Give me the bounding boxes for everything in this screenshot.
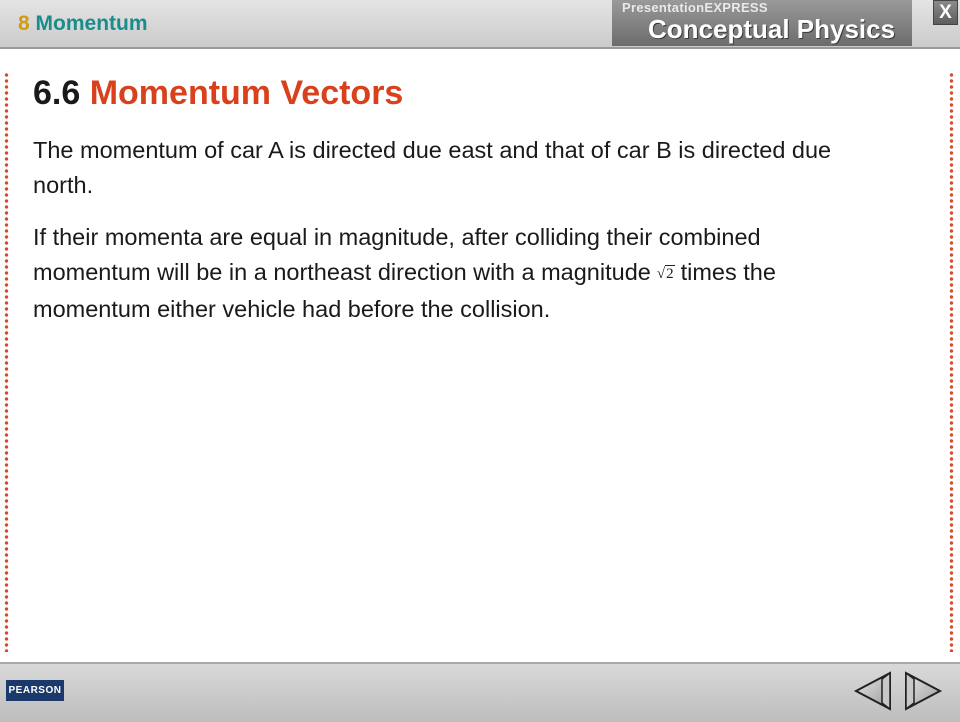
sqrt-two: √2: [656, 266, 674, 282]
paragraph-2-part-1: If their momenta are equal in magnitude, after colliding their combined momentum will be in a northeast direction with a magnitude: [33, 224, 761, 285]
close-button[interactable]: X: [933, 0, 958, 25]
triangle-right-icon: [900, 668, 944, 714]
title-text: Momentum Vectors: [89, 74, 404, 112]
chapter-label: [18, 12, 148, 36]
pearson-logo: PEARSON: [6, 680, 64, 701]
left-dotted-border: [4, 72, 9, 652]
paragraph-1: The momentum of car A is directed due east and that of car B is directed due north.: [33, 137, 832, 198]
bottom-bar: [0, 662, 960, 722]
brand-express: EXPRESS: [704, 0, 768, 15]
chapter-number: 8: [18, 12, 30, 35]
brand-small-text: [622, 0, 768, 15]
slide-title: [33, 74, 403, 113]
right-dotted-border: [949, 72, 954, 652]
triangle-left-icon: [852, 668, 896, 714]
paragraph-2: [33, 220, 863, 327]
title-number: 6.6: [33, 74, 81, 112]
next-slide-button[interactable]: [900, 668, 944, 714]
brand-prefix: Presentation: [622, 0, 705, 15]
top-bar: [0, 0, 960, 49]
sqrt-radicand: 2: [666, 266, 674, 282]
brand-title: Conceptual Physics: [648, 14, 896, 44]
paragraph-2-part-2: times the momentum either vehicle had before the collision.: [33, 259, 776, 322]
chapter-title: Momentum: [35, 12, 148, 35]
brand-banner: [612, 0, 912, 46]
previous-slide-button[interactable]: [852, 668, 896, 714]
